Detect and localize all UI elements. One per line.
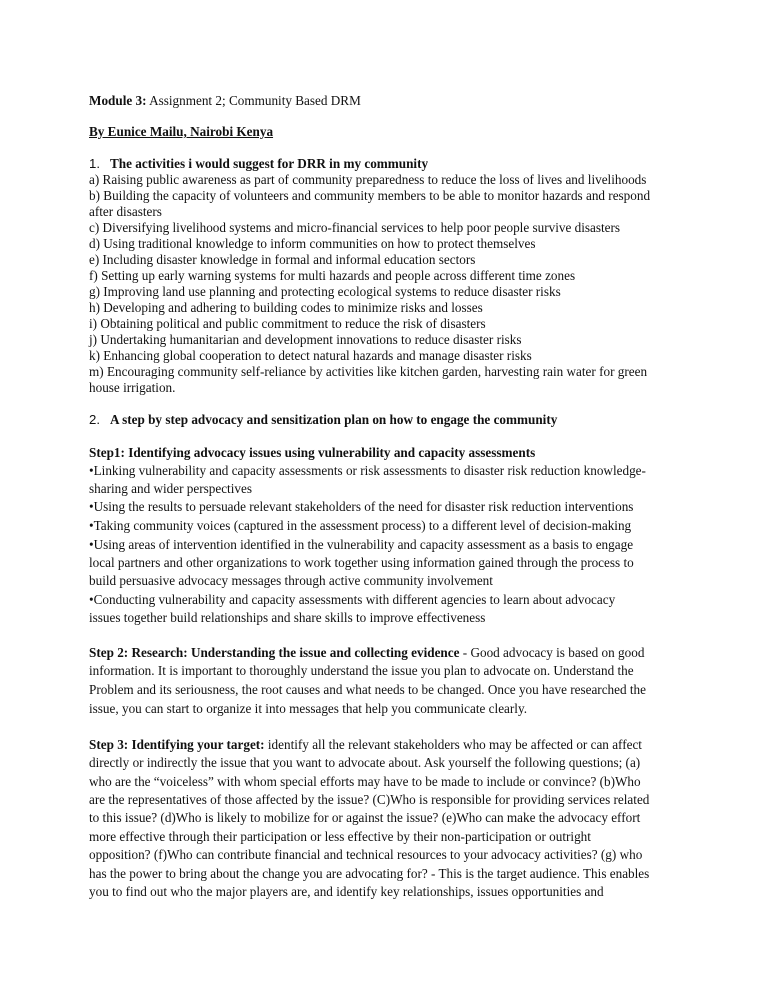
section-2-number: 2. — [89, 412, 100, 427]
step-1-heading: Step1: Identifying advocacy issues using vulnerability and capacity assessments — [89, 445, 536, 460]
step-3-heading: Step 3: Identifying your target: — [89, 737, 265, 752]
section-1-title: The activities i would suggest for DRR in my community — [110, 156, 429, 171]
module-subtitle: Assignment 2; Community Based DRM — [146, 93, 361, 108]
step-3-first-line — [89, 737, 642, 753]
list-item: c) Diversifying livelihood systems and micro-financial services to help poor people survive disasters — [89, 220, 621, 235]
paragraph-line: local partners and other organizations to work together using information gained through the process to — [89, 555, 634, 570]
paragraph-line: information. It is important to thoroughly understand the issue you plan to advocate on. Understand the — [89, 663, 634, 678]
list-item: house irrigation. — [89, 380, 176, 395]
paragraph-line: directly or indirectly the issue that you want to advocate about. Ask yourself the following questions; (a) — [89, 755, 641, 770]
list-item: h) Developing and adhering to building codes to minimize risks and losses — [89, 300, 483, 315]
paragraph-line: opposition? (f)Who can contribute financial and technical resources to your advocacy activities? (g) who — [89, 847, 643, 862]
list-item: j) Undertaking humanitarian and development innovations to reduce disaster risks — [89, 332, 522, 347]
paragraph-line: are the representatives of those affected by the issue? (C)Who is responsible for providing services related — [89, 792, 650, 807]
section-2-heading — [89, 412, 557, 428]
list-item: d) Using traditional knowledge to inform communities on how to protect themselves — [89, 236, 536, 251]
paragraph-line: has the power to bring about the change you are advocating for? - This is the target audience. This enables — [89, 866, 650, 881]
paragraph-line: to this issue? (d)Who is likely to mobilize for or against the issue? (e)Who can make the advocacy effort — [89, 810, 641, 825]
step-3-intro: identify all the relevant stakeholders who may be affected or can affect — [264, 737, 642, 752]
paragraph-line: build persuasive advocacy messages through active community involvement — [89, 573, 493, 588]
section-1-number: 1. — [89, 156, 100, 171]
paragraph-line: issue, you can start to organize it into messages that help you communicate clearly. — [89, 701, 527, 716]
paragraph-line: •Taking community voices (captured in the assessment process) to a different level of decision-making — [89, 518, 632, 533]
paragraph-line: •Conducting vulnerability and capacity assessments with different agencies to learn about advocacy — [89, 592, 616, 607]
author-line: By Eunice Mailu, Nairobi Kenya — [89, 124, 274, 139]
step-2-intro: - Good advocacy is based on good — [459, 645, 645, 660]
module-label: Module 3: — [89, 93, 147, 108]
paragraph-line: sharing and wider perspectives — [89, 481, 252, 496]
list-item: f) Setting up early warning systems for multi hazards and people across different time zones — [89, 268, 576, 283]
list-item: a) Raising public awareness as part of community preparedness to reduce the loss of lives and livelihoods — [89, 172, 647, 187]
paragraph-line: you to find out who the major players are, and identify key relationships, issues opportunities and — [89, 884, 604, 899]
paragraph-line: •Using the results to persuade relevant stakeholders of the need for disaster risk reduction interventions — [89, 499, 634, 514]
list-item: after disasters — [89, 204, 162, 219]
section-2-title: A step by step advocacy and sensitization plan on how to engage the community — [110, 412, 558, 427]
section-1-heading — [89, 156, 428, 172]
list-item: k) Enhancing global cooperation to detect natural hazards and manage disaster risks — [89, 348, 532, 363]
step-2-first-line — [89, 645, 644, 661]
paragraph-line: •Using areas of intervention identified in the vulnerability and capacity assessment as a basis to engage — [89, 537, 634, 552]
paragraph-line: more effective through their participation or less effective by their non-participation or outright — [89, 829, 591, 844]
module-title — [89, 93, 361, 109]
paragraph-line: •Linking vulnerability and capacity assessments or risk assessments to disaster risk reduction knowledge- — [89, 463, 646, 478]
list-item: i) Obtaining political and public commitment to reduce the risk of disasters — [89, 316, 486, 331]
list-item: g) Improving land use planning and protecting ecological systems to reduce disaster risks — [89, 284, 561, 299]
paragraph-line: Problem and its seriousness, the root causes and what needs to be changed. Once you have researched the — [89, 682, 646, 697]
step-2-heading: Step 2: Research: Understanding the issue and collecting evidence — [89, 645, 460, 660]
paragraph-line: who are the “voiceless” with whom special efforts may have to be made to include or convince? (b)Who — [89, 774, 641, 789]
paragraph-line: issues together build relationships and share skills to improve effectiveness — [89, 610, 486, 625]
list-item: b) Building the capacity of volunteers and community members to be able to monitor hazards and respond — [89, 188, 651, 203]
list-item: e) Including disaster knowledge in formal and informal education sectors — [89, 252, 476, 267]
list-item: m) Encouraging community self-reliance by activities like kitchen garden, harvesting rain water for green — [89, 364, 648, 379]
